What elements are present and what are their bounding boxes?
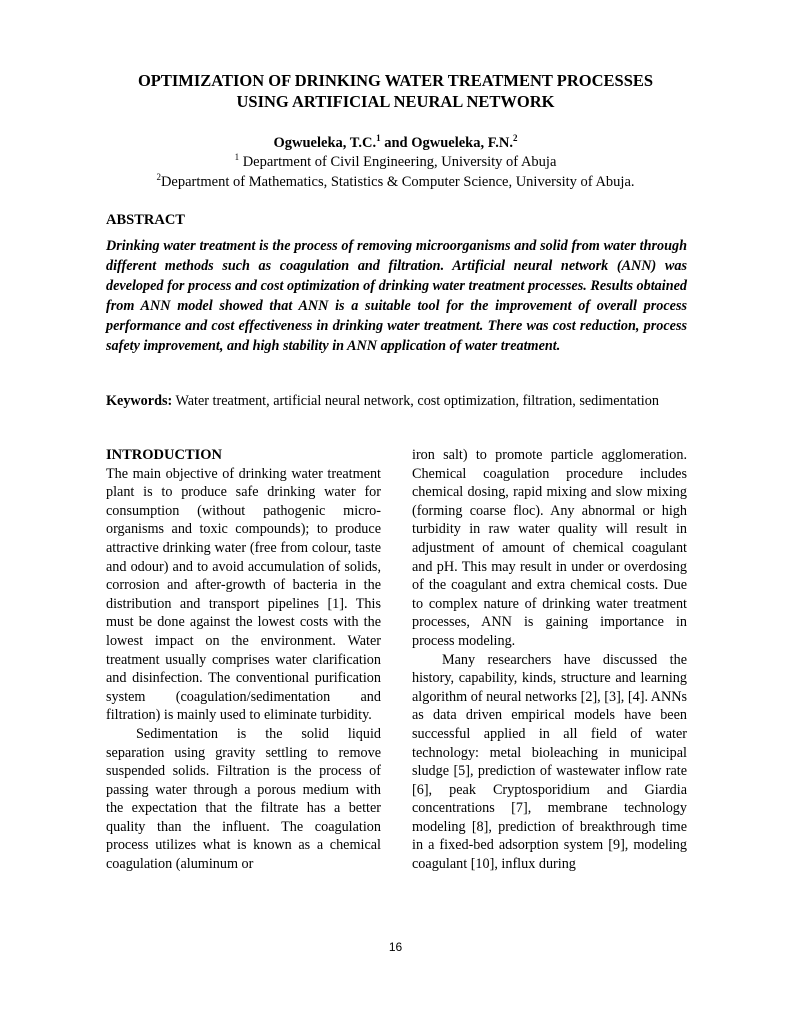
author-1: Ogwueleka, T.C.: [273, 135, 377, 151]
intro-paragraph-1: The main objective of drinking water treatment plant is to produce safe drinking water for consumption (without pathogenic micro-organisms and toxic compounds); to produce attractive drinking water (free from colour, taste and odour) and to avoid accumulation of solids, corrosion and after-growth of bacteria in the distribution and transport pipelines [1]. This must be done against the lowest costs with the lowest impact on the environment. Water treatment usually comprises water clarification and disinfection. The conventional purification system (coagulation/sedimentation and filtration) is mainly used to eliminate turbidity.: [106, 465, 381, 724]
intro-paragraph-4: Many researchers have discussed the history, capability, kinds, structure and learning algorithm of neural networks [2], [3], [4]. ANNs as data driven empirical models have been successful applied in all field of water technology: metal bioleaching in municipal sludge [5], prediction of wastewater inflow rate [6], peak Cryptosporidium and Giardia concentrations [7], membrane technology modeling [8], prediction of breakthrough time in a fixed-bed adsorption system [9], modeling coagulant [10], influx during: [412, 651, 687, 873]
paper-title: [60, 70, 731, 112]
affiliation-1: [60, 153, 731, 172]
affiliation-1-text: Department of Civil Engineering, University of Abuja: [242, 154, 557, 170]
right-column: [412, 446, 687, 916]
keywords-text: Water treatment, artificial neural network, cost optimization, filtration, sedimentation: [172, 393, 659, 409]
paper-title-line-2: USING ARTIFICIAL NEURAL NETWORK: [236, 92, 555, 111]
abstract-heading: ABSTRACT: [106, 212, 185, 228]
author-1-affiliation-mark: 1: [376, 133, 381, 144]
author-list: [60, 133, 731, 153]
author-2-affiliation-mark: 2: [513, 133, 518, 144]
intro-paragraph-2: Sedimentation is the solid liquid separation using gravity settling to remove suspended solids. Filtration is the process of passing water through a porous medium with the expectation that the filtrate has a better quality than the influent. The coagulation process utilizes what is known as a chemical coagulation (aluminum or: [106, 725, 381, 873]
keywords: [106, 392, 687, 411]
author-2: Ogwueleka, F.N.: [411, 135, 513, 151]
affiliation-2-text: Department of Mathematics, Statistics & Computer Science, University of Abuja.: [160, 174, 635, 190]
paper-title-line-1: OPTIMIZATION OF DRINKING WATER TREATMENT PROCESSES: [137, 71, 654, 90]
abstract-body: Drinking water treatment is the process of removing microorganisms and solid from water through different methods such as coagulation and filtration. Artificial neural network (ANN) was developed for process and cost optimization of drinking water treatment processes. Results obtained from ANN model showed that ANN is a suitable tool for the improvement of overall process performance and cost effectiveness in drinking water treatment. There was cost reduction, process safety improvement, and high stability in ANN application of water treatment.: [106, 238, 687, 354]
affiliation-2-mark: 2: [156, 172, 161, 183]
introduction-heading: INTRODUCTION: [106, 447, 223, 463]
keywords-label: Keywords:: [106, 393, 173, 409]
intro-paragraph-3: iron salt) to promote particle agglomeration. Chemical coagulation procedure includes chemical dosing, rapid mixing and slow mixing (forming coarse floc). Any abnormal or high turbidity in raw water quality will result in adjustment of amount of chemical coagulant and pH. This may result in under or overdosing of the coagulant and extra chemical costs. Due to complex nature of drinking water treatment processes, ANN is gaining importance in process modeling.: [412, 447, 687, 649]
affiliation-2: [60, 173, 731, 192]
affiliation-1-mark: 1: [234, 152, 240, 163]
left-column: [106, 446, 381, 916]
page-number: 16: [388, 940, 403, 954]
author-connector: and: [380, 135, 412, 151]
